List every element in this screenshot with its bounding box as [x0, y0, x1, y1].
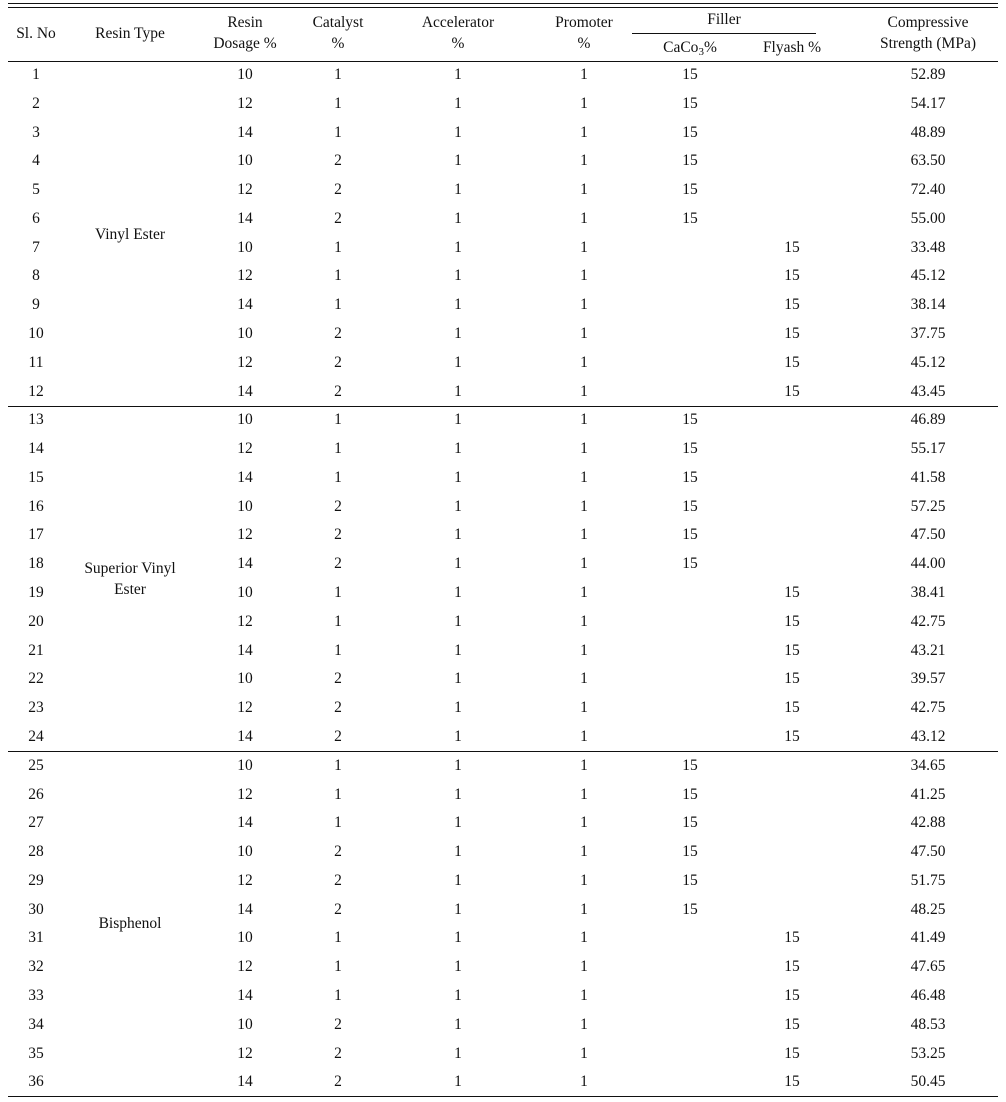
cell-resin-dosage: 10 — [237, 584, 253, 601]
cell-promoter: 1 — [580, 958, 588, 975]
cell-compressive-strength: 45.12 — [910, 267, 946, 284]
cell-sl-no: 20 — [28, 613, 44, 630]
cell-sl-no: 36 — [28, 1073, 44, 1090]
cell-accelerator: 1 — [454, 210, 462, 227]
cell-accelerator: 1 — [454, 526, 462, 543]
cell-catalyst: 2 — [334, 728, 342, 745]
cell-accelerator: 1 — [454, 181, 462, 198]
cell-catalyst: 1 — [334, 296, 342, 313]
cell-sl-no: 9 — [32, 296, 40, 313]
header-caco3-sub: 3 — [698, 46, 704, 58]
cell-accelerator: 1 — [454, 354, 462, 371]
cell-compressive-strength: 41.58 — [910, 469, 946, 486]
cell-resin-dosage: 12 — [237, 699, 253, 716]
cell-promoter: 1 — [580, 757, 588, 774]
cell-compressive-strength: 72.40 — [910, 181, 946, 198]
cell-compressive-strength: 54.17 — [910, 95, 946, 112]
cell-sl-no: 24 — [28, 728, 44, 745]
cell-sl-no: 35 — [28, 1045, 44, 1062]
cell-flyash: 15 — [784, 642, 800, 659]
cell-resin-dosage: 10 — [237, 1016, 253, 1033]
cell-sl-no: 14 — [28, 440, 44, 457]
header-resin-dosage-line1: Resin — [227, 14, 263, 31]
cell-resin-dosage: 12 — [237, 613, 253, 630]
cell-sl-no: 19 — [28, 584, 44, 601]
cell-resin-dosage: 14 — [237, 383, 253, 400]
cell-compressive-strength: 34.65 — [910, 757, 946, 774]
cell-promoter: 1 — [580, 239, 588, 256]
cell-flyash: 15 — [784, 1016, 800, 1033]
header-accelerator-line2: % — [451, 35, 465, 52]
cell-promoter: 1 — [580, 440, 588, 457]
cell-compressive-strength: 37.75 — [910, 325, 946, 342]
cell-resin-dosage: 14 — [237, 210, 253, 227]
top-rule-1 — [8, 3, 998, 4]
cell-catalyst: 2 — [334, 555, 342, 572]
cell-resin-dosage: 12 — [237, 267, 253, 284]
cell-compressive-strength: 33.48 — [910, 239, 946, 256]
cell-flyash: 15 — [784, 1073, 800, 1090]
header-caco3 — [640, 37, 740, 58]
cell-flyash: 15 — [784, 958, 800, 975]
cell-promoter: 1 — [580, 872, 588, 889]
header-filler: Filler — [707, 11, 741, 28]
cell-catalyst: 1 — [334, 814, 342, 831]
cell-sl-no: 4 — [32, 152, 40, 169]
cell-accelerator: 1 — [454, 152, 462, 169]
cell-promoter: 1 — [580, 152, 588, 169]
cell-resin-dosage: 10 — [237, 152, 253, 169]
cell-caco3: 15 — [682, 757, 698, 774]
cell-sl-no: 26 — [28, 786, 44, 803]
cell-accelerator: 1 — [454, 987, 462, 1004]
cell-accelerator: 1 — [454, 555, 462, 572]
header-catalyst — [298, 12, 378, 54]
cell-resin-dosage: 12 — [237, 181, 253, 198]
cell-promoter: 1 — [580, 728, 588, 745]
cell-caco3: 15 — [682, 526, 698, 543]
header-accelerator-line1: Accelerator — [421, 14, 495, 31]
header-catalyst-line2: % — [331, 35, 345, 52]
cell-promoter: 1 — [580, 1073, 588, 1090]
cell-compressive-strength: 55.00 — [910, 210, 946, 227]
cell-flyash: 15 — [784, 354, 800, 371]
cell-accelerator: 1 — [454, 1045, 462, 1062]
cell-promoter: 1 — [580, 325, 588, 342]
cell-catalyst: 2 — [334, 383, 342, 400]
resin-type-label-vinyl-ester — [70, 224, 190, 245]
cell-sl-no: 27 — [28, 814, 44, 831]
cell-compressive-strength: 50.45 — [910, 1073, 946, 1090]
resin-type-label-bisphenol — [70, 913, 190, 934]
header-compressive-line1: Compressive — [887, 14, 969, 31]
cell-resin-dosage: 12 — [237, 440, 253, 457]
cell-catalyst: 2 — [334, 1016, 342, 1033]
cell-accelerator: 1 — [454, 1073, 462, 1090]
cell-resin-dosage: 10 — [237, 66, 253, 83]
header-caco3-suffix: % — [703, 39, 717, 56]
cell-caco3: 15 — [682, 786, 698, 803]
cell-compressive-strength: 43.21 — [910, 642, 946, 659]
cell-catalyst: 2 — [334, 526, 342, 543]
cell-compressive-strength: 41.49 — [910, 929, 946, 946]
header-caco3-base: CaCo — [663, 39, 699, 56]
resin-type-label-superior-vinyl-ester — [70, 558, 190, 600]
cell-compressive-strength: 47.65 — [910, 958, 946, 975]
cell-compressive-strength: 38.14 — [910, 296, 946, 313]
cell-sl-no: 3 — [32, 124, 40, 141]
cell-accelerator: 1 — [454, 95, 462, 112]
cell-flyash: 15 — [784, 239, 800, 256]
cell-compressive-strength: 55.17 — [910, 440, 946, 457]
bottom-rule — [8, 1096, 998, 1097]
cell-promoter: 1 — [580, 383, 588, 400]
cell-catalyst: 1 — [334, 239, 342, 256]
cell-promoter: 1 — [580, 814, 588, 831]
cell-catalyst: 1 — [334, 642, 342, 659]
cell-resin-dosage: 10 — [237, 843, 253, 860]
cell-accelerator: 1 — [454, 929, 462, 946]
cell-sl-no: 23 — [28, 699, 44, 716]
cell-resin-dosage: 12 — [237, 1045, 253, 1062]
cell-accelerator: 1 — [454, 958, 462, 975]
cell-promoter: 1 — [580, 498, 588, 515]
cell-promoter: 1 — [580, 95, 588, 112]
cell-catalyst: 1 — [334, 411, 342, 428]
cell-accelerator: 1 — [454, 1016, 462, 1033]
group-rule-1 — [8, 406, 998, 407]
cell-compressive-strength: 53.25 — [910, 1045, 946, 1062]
cell-promoter: 1 — [580, 699, 588, 716]
cell-promoter: 1 — [580, 584, 588, 601]
cell-flyash: 15 — [784, 325, 800, 342]
cell-sl-no: 7 — [32, 239, 40, 256]
cell-accelerator: 1 — [454, 469, 462, 486]
top-rule-2 — [8, 7, 998, 8]
cell-compressive-strength: 43.45 — [910, 383, 946, 400]
header-resin-type: Resin Type — [95, 25, 165, 42]
cell-sl-no: 13 — [28, 411, 44, 428]
cell-accelerator: 1 — [454, 66, 462, 83]
cell-catalyst: 2 — [334, 872, 342, 889]
cell-caco3: 15 — [682, 498, 698, 515]
cell-promoter: 1 — [580, 210, 588, 227]
cell-catalyst: 2 — [334, 670, 342, 687]
cell-resin-dosage: 12 — [237, 786, 253, 803]
cell-resin-dosage: 14 — [237, 555, 253, 572]
cell-sl-no: 6 — [32, 210, 40, 227]
cell-sl-no: 18 — [28, 555, 44, 572]
header-accelerator — [408, 12, 508, 54]
cell-accelerator: 1 — [454, 786, 462, 803]
cell-accelerator: 1 — [454, 872, 462, 889]
cell-accelerator: 1 — [454, 901, 462, 918]
cell-caco3: 15 — [682, 152, 698, 169]
cell-accelerator: 1 — [454, 296, 462, 313]
cell-compressive-strength: 51.75 — [910, 872, 946, 889]
cell-sl-no: 32 — [28, 958, 44, 975]
cell-accelerator: 1 — [454, 498, 462, 515]
cell-catalyst: 1 — [334, 584, 342, 601]
cell-resin-dosage: 10 — [237, 498, 253, 515]
cell-sl-no: 11 — [28, 354, 44, 371]
cell-promoter: 1 — [580, 555, 588, 572]
cell-accelerator: 1 — [454, 670, 462, 687]
cell-caco3: 15 — [682, 814, 698, 831]
cell-accelerator: 1 — [454, 757, 462, 774]
cell-compressive-strength: 41.25 — [910, 786, 946, 803]
cell-sl-no: 28 — [28, 843, 44, 860]
cell-catalyst: 1 — [334, 267, 342, 284]
cell-promoter: 1 — [580, 411, 588, 428]
cell-compressive-strength: 52.89 — [910, 66, 946, 83]
cell-catalyst: 1 — [334, 757, 342, 774]
cell-accelerator: 1 — [454, 843, 462, 860]
cell-compressive-strength: 42.75 — [910, 699, 946, 716]
cell-catalyst: 1 — [334, 987, 342, 1004]
cell-sl-no: 16 — [28, 498, 44, 515]
cell-flyash: 15 — [784, 383, 800, 400]
resin-type-line: Superior Vinyl — [84, 560, 176, 577]
cell-caco3: 15 — [682, 555, 698, 572]
cell-accelerator: 1 — [454, 584, 462, 601]
header-promoter-line1: Promoter — [555, 14, 613, 31]
cell-compressive-strength: 47.50 — [910, 843, 946, 860]
cell-promoter: 1 — [580, 526, 588, 543]
cell-catalyst: 2 — [334, 498, 342, 515]
cell-caco3: 15 — [682, 181, 698, 198]
cell-accelerator: 1 — [454, 728, 462, 745]
cell-catalyst: 2 — [334, 152, 342, 169]
cell-catalyst: 2 — [334, 843, 342, 860]
cell-resin-dosage: 14 — [237, 124, 253, 141]
cell-catalyst: 1 — [334, 95, 342, 112]
cell-sl-no: 21 — [28, 642, 44, 659]
cell-resin-dosage: 14 — [237, 901, 253, 918]
cell-sl-no: 2 — [32, 95, 40, 112]
cell-promoter: 1 — [580, 642, 588, 659]
cell-catalyst: 2 — [334, 901, 342, 918]
cell-accelerator: 1 — [454, 440, 462, 457]
cell-compressive-strength: 48.89 — [910, 124, 946, 141]
cell-sl-no: 15 — [28, 469, 44, 486]
cell-promoter: 1 — [580, 786, 588, 803]
cell-accelerator: 1 — [454, 239, 462, 256]
cell-accelerator: 1 — [454, 267, 462, 284]
cell-sl-no: 17 — [28, 526, 44, 543]
cell-catalyst: 1 — [334, 66, 342, 83]
cell-resin-dosage: 14 — [237, 469, 253, 486]
cell-caco3: 15 — [682, 411, 698, 428]
cell-compressive-strength: 48.25 — [910, 901, 946, 918]
cell-accelerator: 1 — [454, 383, 462, 400]
cell-sl-no: 8 — [32, 267, 40, 284]
cell-catalyst: 2 — [334, 699, 342, 716]
cell-promoter: 1 — [580, 670, 588, 687]
cell-catalyst: 2 — [334, 1073, 342, 1090]
cell-resin-dosage: 12 — [237, 958, 253, 975]
cell-flyash: 15 — [784, 699, 800, 716]
cell-compressive-strength: 46.89 — [910, 411, 946, 428]
cell-sl-no: 5 — [32, 181, 40, 198]
cell-resin-dosage: 14 — [237, 728, 253, 745]
cell-catalyst: 1 — [334, 786, 342, 803]
cell-compressive-strength: 48.53 — [910, 1016, 946, 1033]
cell-promoter: 1 — [580, 987, 588, 1004]
cell-accelerator: 1 — [454, 642, 462, 659]
cell-caco3: 15 — [682, 66, 698, 83]
header-promoter-line2: % — [577, 35, 591, 52]
cell-flyash: 15 — [784, 728, 800, 745]
header-compressive — [858, 12, 998, 54]
cell-promoter: 1 — [580, 1045, 588, 1062]
cell-compressive-strength: 38.41 — [910, 584, 946, 601]
cell-accelerator: 1 — [454, 411, 462, 428]
cell-resin-dosage: 12 — [237, 872, 253, 889]
cell-catalyst: 2 — [334, 1045, 342, 1062]
cell-resin-dosage: 12 — [237, 95, 253, 112]
cell-promoter: 1 — [580, 613, 588, 630]
cell-sl-no: 10 — [28, 325, 44, 342]
cell-promoter: 1 — [580, 124, 588, 141]
cell-compressive-strength: 45.12 — [910, 354, 946, 371]
cell-caco3: 15 — [682, 124, 698, 141]
cell-compressive-strength: 57.25 — [910, 498, 946, 515]
cell-accelerator: 1 — [454, 699, 462, 716]
cell-caco3: 15 — [682, 469, 698, 486]
header-rule — [8, 61, 998, 62]
cell-caco3: 15 — [682, 440, 698, 457]
cell-resin-dosage: 14 — [237, 642, 253, 659]
cell-sl-no: 29 — [28, 872, 44, 889]
cell-flyash: 15 — [784, 987, 800, 1004]
cell-accelerator: 1 — [454, 814, 462, 831]
cell-compressive-strength: 42.75 — [910, 613, 946, 630]
cell-promoter: 1 — [580, 181, 588, 198]
cell-sl-no: 30 — [28, 901, 44, 918]
cell-flyash: 15 — [784, 613, 800, 630]
cell-resin-dosage: 14 — [237, 296, 253, 313]
cell-accelerator: 1 — [454, 613, 462, 630]
cell-accelerator: 1 — [454, 124, 462, 141]
cell-promoter: 1 — [580, 1016, 588, 1033]
cell-catalyst: 2 — [334, 325, 342, 342]
cell-caco3: 15 — [682, 95, 698, 112]
cell-compressive-strength: 44.00 — [910, 555, 946, 572]
cell-resin-dosage: 12 — [237, 526, 253, 543]
cell-sl-no: 22 — [28, 670, 44, 687]
cell-caco3: 15 — [682, 872, 698, 889]
cell-compressive-strength: 47.50 — [910, 526, 946, 543]
cell-caco3: 15 — [682, 210, 698, 227]
cell-compressive-strength: 42.88 — [910, 814, 946, 831]
cell-resin-dosage: 10 — [237, 757, 253, 774]
resin-type-line: Vinyl Ester — [94, 226, 166, 243]
header-catalyst-line1: Catalyst — [312, 14, 364, 31]
cell-flyash: 15 — [784, 584, 800, 601]
cell-catalyst: 1 — [334, 440, 342, 457]
cell-resin-dosage: 14 — [237, 814, 253, 831]
resin-type-line: Ester — [114, 581, 146, 598]
cell-flyash: 15 — [784, 929, 800, 946]
cell-flyash: 15 — [784, 1045, 800, 1062]
cell-resin-dosage: 10 — [237, 670, 253, 687]
cell-catalyst: 2 — [334, 354, 342, 371]
cell-flyash: 15 — [784, 267, 800, 284]
cell-promoter: 1 — [580, 843, 588, 860]
cell-compressive-strength: 43.12 — [910, 728, 946, 745]
cell-catalyst: 1 — [334, 958, 342, 975]
cell-compressive-strength: 46.48 — [910, 987, 946, 1004]
cell-promoter: 1 — [580, 66, 588, 83]
cell-catalyst: 1 — [334, 124, 342, 141]
cell-compressive-strength: 39.57 — [910, 670, 946, 687]
cell-catalyst: 2 — [334, 181, 342, 198]
cell-promoter: 1 — [580, 469, 588, 486]
cell-sl-no: 31 — [28, 929, 44, 946]
cell-promoter: 1 — [580, 929, 588, 946]
cell-flyash: 15 — [784, 670, 800, 687]
cell-resin-dosage: 10 — [237, 929, 253, 946]
cell-catalyst: 1 — [334, 929, 342, 946]
cell-compressive-strength: 63.50 — [910, 152, 946, 169]
cell-sl-no: 1 — [32, 66, 40, 83]
resin-type-line: Bisphenol — [98, 915, 162, 932]
header-compressive-line2: Strength (MPa) — [879, 35, 976, 52]
cell-promoter: 1 — [580, 901, 588, 918]
header-resin-dosage — [195, 12, 295, 54]
cell-resin-dosage: 14 — [237, 1073, 253, 1090]
cell-catalyst: 1 — [334, 613, 342, 630]
cell-catalyst: 2 — [334, 210, 342, 227]
cell-resin-dosage: 10 — [237, 325, 253, 342]
cell-resin-dosage: 12 — [237, 354, 253, 371]
cell-sl-no: 33 — [28, 987, 44, 1004]
cell-promoter: 1 — [580, 354, 588, 371]
cell-resin-dosage: 14 — [237, 987, 253, 1004]
cell-resin-dosage: 10 — [237, 411, 253, 428]
cell-caco3: 15 — [682, 901, 698, 918]
group-rule-2 — [8, 751, 998, 752]
cell-promoter: 1 — [580, 296, 588, 313]
header-sl-no: Sl. No — [16, 25, 56, 42]
cell-catalyst: 1 — [334, 469, 342, 486]
cell-sl-no: 34 — [28, 1016, 44, 1033]
cell-promoter: 1 — [580, 267, 588, 284]
cell-sl-no: 12 — [28, 383, 44, 400]
cell-accelerator: 1 — [454, 325, 462, 342]
header-resin-dosage-line2: Dosage % — [213, 35, 277, 52]
cell-flyash: 15 — [784, 296, 800, 313]
header-flyash: Flyash % — [762, 39, 822, 56]
header-promoter — [538, 12, 630, 54]
cell-caco3: 15 — [682, 843, 698, 860]
filler-rule — [632, 33, 816, 34]
cell-sl-no: 25 — [28, 757, 44, 774]
cell-resin-dosage: 10 — [237, 239, 253, 256]
